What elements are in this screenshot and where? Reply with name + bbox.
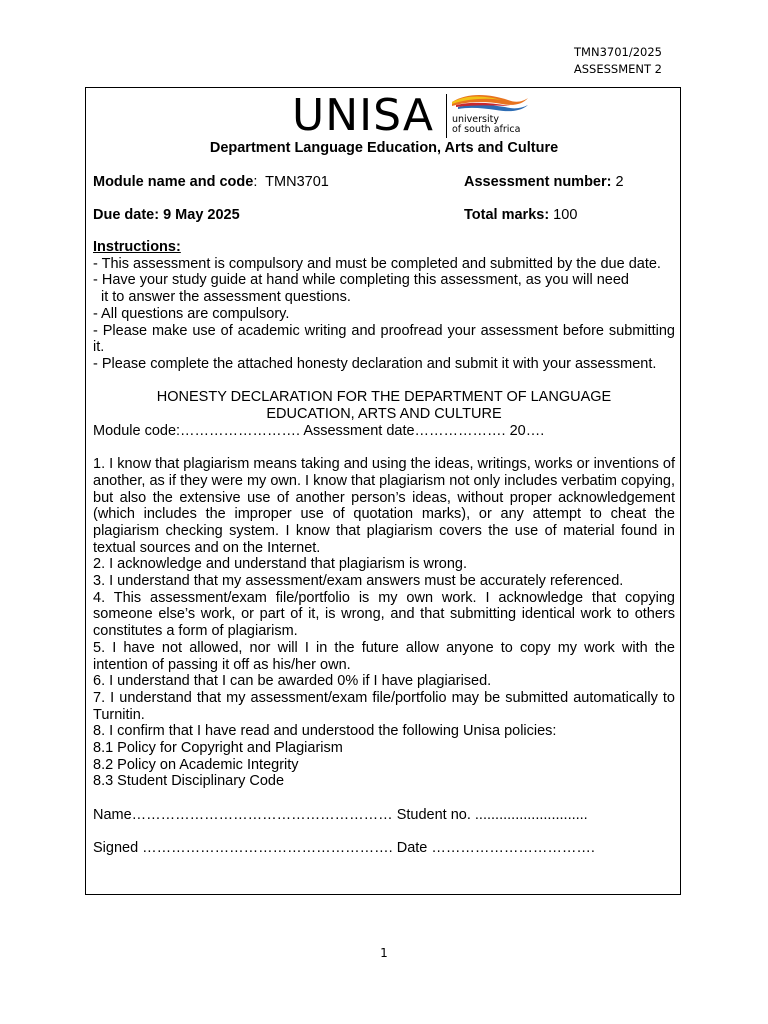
declaration-item: 8. I confirm that I have read and understood the following Unisa policies:: [93, 723, 557, 740]
unisa-logo: [292, 92, 532, 140]
assessment-label: ASSESSMENT 2: [573, 62, 662, 76]
module-code-line: Module code:……………………. Assessment date………………. 20….: [93, 422, 545, 439]
instruction-item: - Please make use of academic writing and proofread your assessment before submitting it.: [93, 322, 675, 356]
policy-item: 8.2 Policy on Academic Integrity: [93, 756, 299, 773]
declaration-title-line2: EDUCATION, ARTS AND CULTURE: [266, 406, 502, 423]
document-header: [574, 44, 662, 78]
module-label: Module name and code: [93, 174, 254, 190]
logo-divider: [446, 94, 447, 138]
module-separator: :: [253, 174, 266, 190]
declaration-item: 1. I know that plagiarism means taking and using the ideas, writings, works or inventions of another, as if they were my own. I know that plagiarism not only includes verbatim copying, but also the extensive use of another person’s ideas, without proper acknowledgement (which includes the improper use of quotation marks), or any attempt to cheat the plagiarism checking system. I know that plagiarism covers the use of material found in textual sources and on the Internet.: [93, 456, 675, 556]
assessment-number-value: 2: [611, 174, 624, 190]
cover-frame: [85, 87, 681, 895]
name-student-no-line: Name……………………………………………… Student no. ............................: [93, 806, 588, 823]
signed-date-line: Signed ……………………………………………. Date …………………………….: [93, 840, 595, 857]
declaration-item: 3. I understand that my assessment/exam answers must be accurately referenced.: [93, 573, 624, 590]
logo-subtitle-line2: of south africa: [452, 124, 521, 135]
total-marks-label: Total marks:: [464, 207, 550, 223]
logo-wordmark: UNISA: [292, 90, 434, 141]
page-number: 1: [380, 946, 388, 960]
due-date: Due date: 9 May 2025: [93, 207, 240, 223]
instruction-item: it to answer the assessment questions.: [101, 289, 351, 306]
instruction-item: - Have your study guide at hand while completing this assessment, as you will need: [93, 272, 629, 289]
assessment-number-label: Assessment number:: [464, 174, 612, 190]
instruction-item: - All questions are compulsory.: [93, 305, 290, 322]
declaration-title-line1: HONESTY DECLARATION FOR THE DEPARTMENT OF LANGUAGE: [156, 389, 612, 406]
policy-item: 8.3 Student Disciplinary Code: [93, 773, 285, 790]
declaration-item: 7. I understand that my assessment/exam file/portfolio may be submitted automatically to Turnitin.: [93, 689, 675, 723]
total-marks-value: 100: [549, 207, 578, 223]
logo-subtitle: [452, 115, 520, 135]
declaration-item: 4. This assessment/exam file/portfolio is my own work. I acknowledge that copying someone else’s work, or part of it, is wrong, and that submitting identical work to others constitutes a form of plagiarism.: [93, 589, 675, 640]
instructions-heading: Instructions:: [93, 239, 181, 255]
instruction-item: - This assessment is compulsory and must be completed and submitted by the due date.: [93, 255, 661, 272]
logo-subtitle-line1: university: [452, 114, 499, 125]
document-code: TMN3701/2025: [574, 45, 662, 59]
body-text: [93, 239, 675, 857]
policy-item: 8.1 Policy for Copyright and Plagiarism: [93, 740, 343, 757]
department-title: Department Language Education, Arts and Culture: [209, 140, 559, 156]
declaration-item: 5. I have not allowed, nor will I in the future allow anyone to copy my work with the intention of passing it off as his/her own.: [93, 639, 675, 673]
instruction-item: - Please complete the attached honesty declaration and submit it with your assessment.: [93, 355, 657, 372]
flag-swoosh-icon: [450, 92, 530, 114]
module-value: TMN3701: [265, 174, 329, 190]
declaration-item: 6. I understand that I can be awarded 0% if I have plagiarised.: [93, 673, 492, 690]
declaration-item: 2. I acknowledge and understand that plagiarism is wrong.: [93, 556, 467, 573]
